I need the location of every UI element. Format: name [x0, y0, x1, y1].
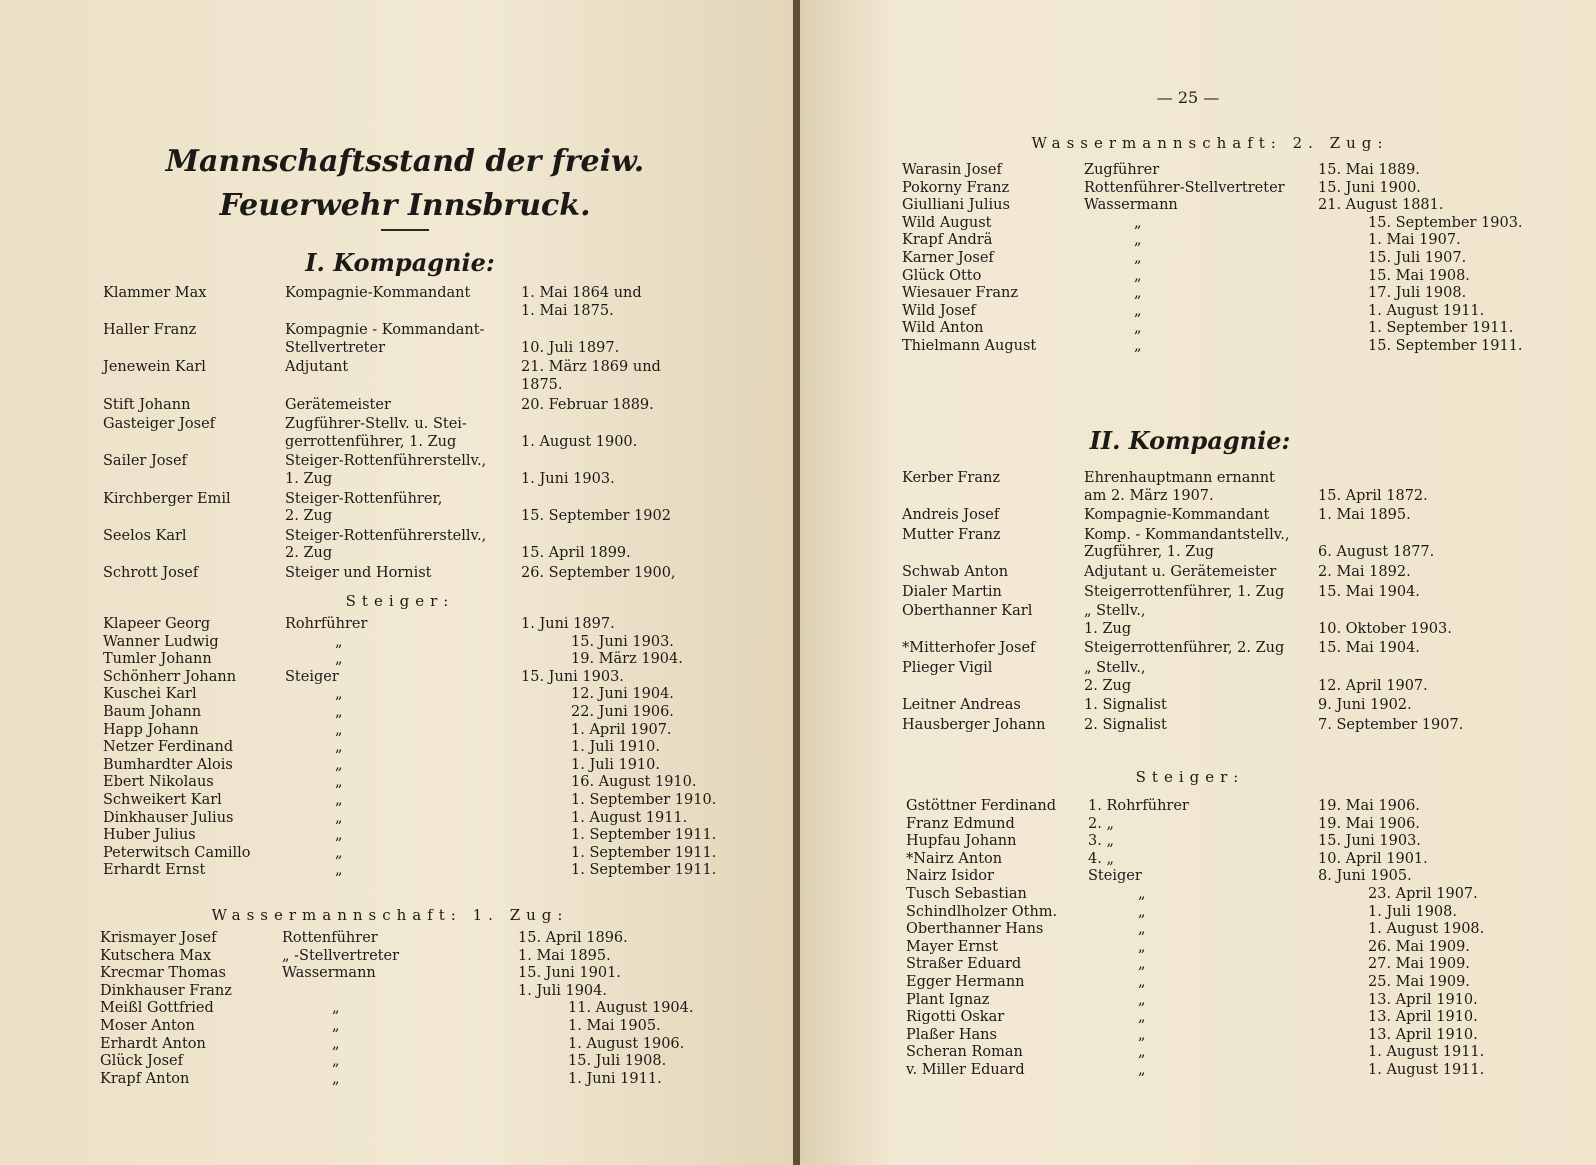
member-role: „	[1138, 938, 1146, 955]
roster-row	[103, 757, 741, 775]
member-name: Stift Johann	[103, 396, 191, 413]
roster-row	[902, 162, 1543, 180]
member-name: Gstöttner Ferdinand	[906, 798, 1056, 814]
roster-row	[906, 974, 1543, 992]
roster-row	[103, 862, 741, 880]
wasser-1-table	[100, 930, 738, 1088]
roster-row	[902, 717, 1493, 735]
member-date: 13. April 1910.	[1368, 1026, 1478, 1043]
member-date: 19. Mai 1906.	[1318, 815, 1420, 832]
roster-row	[100, 1071, 738, 1089]
member-name: Oberthanner Hans	[906, 921, 1044, 938]
roster-row	[103, 739, 741, 757]
member-role: „	[335, 809, 343, 826]
roster-row	[902, 197, 1543, 215]
member-role: „	[1138, 921, 1146, 938]
member-name: Sailer Josef	[103, 453, 187, 470]
member-name: Happ Johann	[103, 721, 199, 738]
member-role: „ Stellv., 1. Zug	[1084, 603, 1146, 637]
roster-row	[103, 616, 741, 634]
member-role: Ehrenhauptmann ernannt am 2. März 1907.	[1084, 470, 1275, 504]
member-name: *Mitterhofer Josef	[902, 640, 1036, 657]
member-date: 15. September 1902	[521, 508, 671, 525]
member-name: Schwab Anton	[902, 563, 1009, 580]
roster-row	[906, 904, 1543, 922]
member-date: 15. September 1911.	[1368, 337, 1523, 354]
member-role: Gerätemeister	[285, 396, 391, 413]
member-name: Klapeer Georg	[103, 616, 211, 632]
roster-row	[906, 851, 1543, 869]
roster-row	[100, 930, 738, 948]
member-date: 1. Juli 1910.	[571, 739, 660, 756]
member-date: 15. April 1896.	[518, 930, 628, 946]
member-role: „ -Stellvertreter	[282, 947, 400, 964]
member-date: 1. August 1911.	[571, 809, 688, 826]
member-role: „	[1138, 1044, 1146, 1061]
member-date: 1. August 1906.	[568, 1035, 685, 1052]
member-date: 1. Juni 1911.	[568, 1070, 662, 1087]
member-role: 1. Signalist	[1084, 697, 1167, 714]
roster-row	[902, 660, 1493, 695]
member-date: 11. August 1904.	[568, 1000, 694, 1017]
member-name: Wild Josef	[902, 302, 976, 319]
roster-row	[103, 359, 691, 394]
member-role: „ Stellv., 2. Zug	[1084, 659, 1146, 694]
member-name: Dinkhauser Franz	[100, 982, 232, 999]
member-name: Moser Anton	[100, 1017, 195, 1034]
book-gutter	[793, 0, 800, 1165]
member-name: Glück Josef	[100, 1053, 184, 1070]
roster-row	[902, 603, 1493, 638]
member-name: Haller Franz	[103, 322, 197, 339]
member-date: 19. März 1904.	[571, 651, 683, 668]
roster-row	[906, 868, 1543, 886]
member-name: v. Miller Eduard	[906, 1061, 1025, 1078]
roster-row	[902, 470, 1493, 505]
member-date: 1. August 1900.	[521, 433, 638, 450]
member-date: 27. Mai 1909.	[1368, 956, 1470, 973]
member-role: Wassermann	[282, 965, 376, 982]
member-name: Wanner Ludwig	[103, 633, 219, 650]
roster-row	[103, 722, 741, 740]
member-role: Rottenführer-Stellvertreter	[1084, 179, 1285, 196]
member-name: Karner Josef	[902, 249, 994, 266]
member-role: 2. „	[1088, 815, 1114, 832]
member-date: 23. April 1907.	[1368, 885, 1478, 902]
member-name: Gasteiger Josef	[103, 416, 216, 433]
company-1-steiger-heading: Steiger:	[345, 592, 455, 610]
roster-row	[100, 1053, 738, 1071]
wasser-1-heading: Wassermannschaft: 1. Zug:	[211, 906, 569, 924]
roster-row	[103, 322, 691, 357]
member-name: Ebert Nikolaus	[103, 774, 214, 791]
member-name: Tumler Johann	[103, 651, 212, 668]
member-role: „	[335, 686, 343, 703]
member-name: Krapf Andrä	[902, 232, 993, 249]
member-role: „	[335, 703, 343, 720]
member-name: Jenewein Karl	[103, 359, 206, 376]
member-date: 1. September 1910.	[571, 791, 717, 808]
roster-row	[902, 180, 1543, 198]
member-name: Kirchberger Emil	[103, 490, 231, 507]
member-role: 1. Rohrführer	[1088, 798, 1189, 814]
member-role: Steigerrottenführer, 1. Zug	[1084, 583, 1285, 600]
member-date: 1. Mai 1895.	[518, 947, 611, 964]
member-name: Erhardt Ernst	[103, 862, 206, 879]
member-name: Tusch Sebastian	[906, 885, 1027, 902]
member-role: „	[332, 1035, 340, 1052]
member-date: 26. Mai 1909.	[1368, 938, 1470, 955]
roster-row	[906, 1009, 1543, 1027]
roster-row	[103, 634, 741, 652]
company-1-officers-table	[103, 285, 691, 585]
member-role: Zugführer-Stellv. u. Stei- gerrottenführer, 1. Zug	[285, 416, 467, 450]
company-2-heading: II. Kompagnie:	[1089, 426, 1291, 455]
member-name: Schönherr Johann	[103, 668, 237, 685]
member-role: Zugführer	[1084, 162, 1160, 178]
wasser-2-table	[902, 162, 1543, 356]
roster-row	[103, 792, 741, 810]
member-date: 15. Mai 1904.	[1318, 640, 1420, 657]
member-name: Leitner Andreas	[902, 697, 1021, 714]
member-role: Steiger-Rottenführerstellv., 1. Zug	[285, 453, 487, 487]
company-1-heading: I. Kompagnie:	[305, 248, 495, 277]
member-date: 12. April 1907.	[1318, 677, 1428, 694]
member-name: Scheran Roman	[906, 1044, 1023, 1061]
member-date: 1. September 1911.	[571, 827, 717, 844]
member-name: Bumhardter Alois	[103, 756, 233, 773]
member-date: 1. Juni 1903.	[521, 470, 615, 487]
roster-row	[902, 640, 1493, 658]
member-role: „	[1134, 320, 1142, 337]
member-name: Franz Edmund	[906, 815, 1015, 832]
member-name: Huber Julius	[103, 827, 196, 844]
member-date: 16. August 1910.	[571, 774, 697, 791]
roster-row	[902, 268, 1543, 286]
member-date: 10. Juli 1897.	[521, 339, 620, 356]
member-name: Meißl Gottfried	[100, 1000, 214, 1017]
member-name: Erhardt Anton	[100, 1035, 206, 1052]
member-role: „	[335, 756, 343, 773]
member-date: 1. April 1907.	[571, 721, 672, 738]
member-date: 13. April 1910.	[1368, 991, 1478, 1008]
member-role: „	[335, 721, 343, 738]
member-name: *Nairz Anton	[906, 850, 1003, 867]
member-date: 1. August 1911.	[1368, 1061, 1485, 1078]
member-role: „	[335, 844, 343, 861]
roster-row	[902, 215, 1543, 233]
member-date: 15. Juni 1900.	[1318, 179, 1421, 196]
roster-row	[103, 285, 691, 320]
roster-row	[902, 285, 1543, 303]
member-name: Thielmann August	[902, 337, 1037, 354]
member-date: 15. Juli 1907.	[1368, 249, 1467, 266]
roster-row	[902, 564, 1493, 582]
roster-row	[100, 1036, 738, 1054]
member-date: 15. September 1903.	[1368, 214, 1523, 231]
member-role	[282, 983, 518, 1001]
member-name: Krismayer Josef	[100, 930, 217, 946]
roster-row	[100, 948, 738, 966]
member-name: Rigotti Oskar	[906, 1009, 1005, 1026]
member-date: 15. Juni 1903.	[1318, 833, 1421, 850]
member-role: „	[1134, 214, 1142, 231]
member-role: „	[332, 1000, 340, 1017]
member-date: 6. August 1877.	[1318, 544, 1435, 561]
member-name: Krapf Anton	[100, 1070, 190, 1087]
roster-row	[902, 320, 1543, 338]
roster-row	[902, 697, 1493, 715]
member-role: Rottenführer	[282, 930, 378, 946]
roster-row	[906, 956, 1543, 974]
member-date: 9. Juni 1902.	[1318, 697, 1412, 714]
roster-row	[103, 845, 741, 863]
member-role: „	[1138, 973, 1146, 990]
member-name: Warasin Josef	[902, 162, 1002, 178]
member-role: „	[335, 791, 343, 808]
member-date: 21. März 1869 und 1875.	[521, 359, 661, 393]
member-role: 4. „	[1088, 850, 1114, 867]
member-date: 17. Juli 1908.	[1368, 285, 1467, 302]
roster-row	[103, 397, 691, 415]
member-name: Oberthanner Karl	[902, 603, 1033, 620]
member-name: Nairz Isidor	[906, 868, 994, 885]
page-title: Mannschaftsstand der freiw. Feuerwehr Innsbruck.	[165, 144, 645, 223]
member-role: Kompagnie-Kommandant	[285, 285, 471, 301]
member-role: Steiger	[285, 668, 339, 685]
member-role: „	[1138, 1009, 1146, 1026]
title-divider	[381, 229, 429, 231]
roster-row	[103, 810, 741, 828]
page-number: — 25 —	[1156, 88, 1220, 107]
member-date: 1. Juli 1908.	[1368, 903, 1457, 920]
member-role: „	[1138, 903, 1146, 920]
member-role: 2. Signalist	[1084, 716, 1167, 733]
member-role: „	[1134, 232, 1142, 249]
roster-row	[902, 527, 1493, 562]
member-name: Kutschera Max	[100, 947, 212, 964]
roster-row	[902, 338, 1543, 356]
member-role: „	[335, 774, 343, 791]
member-name: Kuschei Karl	[103, 686, 197, 703]
roster-row	[103, 669, 741, 687]
member-role: „	[335, 633, 343, 650]
roster-row	[906, 1044, 1543, 1062]
member-role: „	[335, 651, 343, 668]
roster-row	[906, 1027, 1543, 1045]
member-date: 1. Juni 1897.	[521, 616, 615, 632]
member-name: Peterwitsch Camillo	[103, 844, 251, 861]
member-role: „	[332, 1017, 340, 1034]
roster-row	[902, 584, 1493, 602]
member-date: 21. August 1881.	[1318, 197, 1444, 214]
member-name: Mutter Franz	[902, 526, 1001, 543]
member-date: 7. September 1907.	[1318, 716, 1464, 733]
member-date: 10. Oktober 1903.	[1318, 620, 1452, 637]
roster-row	[906, 798, 1543, 816]
member-date: 1. August 1911.	[1368, 1044, 1485, 1061]
roster-row	[902, 250, 1543, 268]
roster-row	[103, 528, 691, 563]
member-name: Pokorny Franz	[902, 179, 1010, 196]
member-date: 1. Mai 1864 und 1. Mai 1875.	[521, 285, 642, 319]
member-role: Kompagnie - Kommandant- Stellvertreter	[285, 322, 485, 356]
roster-row	[103, 416, 691, 451]
member-role: „	[1138, 991, 1146, 1008]
member-date: 15. Juni 1903.	[571, 633, 674, 650]
member-name: Mayer Ernst	[906, 938, 998, 955]
member-role: Steigerrottenführer, 2. Zug	[1084, 640, 1285, 657]
right-page	[800, 0, 1596, 1165]
member-role: Kompagnie-Kommandant	[1084, 507, 1270, 524]
roster-row	[906, 816, 1543, 834]
member-role: „	[1138, 956, 1146, 973]
member-name: Plieger Vigil	[902, 659, 993, 676]
member-role: Adjutant	[285, 359, 349, 376]
roster-row	[902, 507, 1493, 525]
member-date: 1. Mai 1895.	[1318, 507, 1411, 524]
roster-row	[906, 833, 1543, 851]
member-date: 15. Mai 1904.	[1318, 583, 1420, 600]
member-role: „	[1138, 1026, 1146, 1043]
member-date: 1. August 1908.	[1368, 921, 1485, 938]
roster-row	[906, 886, 1543, 904]
member-date: 8. Juni 1905.	[1318, 868, 1412, 885]
member-role: Komp. - Kommandantstellv., Zugführer, 1. Zug	[1084, 526, 1290, 561]
member-role: „	[1134, 249, 1142, 266]
member-date: 20. Februar 1889.	[521, 396, 654, 413]
roster-row	[103, 704, 741, 722]
member-name: Straßer Eduard	[906, 956, 1022, 973]
member-role: „	[335, 862, 343, 879]
member-role: „	[332, 1053, 340, 1070]
roster-row	[103, 686, 741, 704]
member-role: Steiger-Rottenführerstellv., 2. Zug	[285, 527, 487, 562]
roster-row	[103, 565, 691, 583]
member-date: 15. Mai 1889.	[1318, 162, 1420, 178]
member-name: Schrott Josef	[103, 564, 199, 581]
member-role: „	[335, 827, 343, 844]
wasser-2-heading: Wassermannschaft: 2. Zug:	[1031, 134, 1389, 152]
member-date: 25. Mai 1909.	[1368, 973, 1470, 990]
member-role: Steiger	[1088, 868, 1142, 885]
roster-row	[902, 232, 1543, 250]
roster-row	[906, 992, 1543, 1010]
member-name: Baum Johann	[103, 703, 202, 720]
roster-row	[100, 983, 738, 1001]
member-role: Steiger und Hornist	[285, 564, 432, 581]
member-role: Wassermann	[1084, 197, 1178, 214]
roster-row	[103, 491, 691, 526]
roster-row	[103, 453, 691, 488]
member-date: 1. Juli 1904.	[518, 982, 607, 999]
member-name: Dialer Martin	[902, 583, 1002, 600]
member-name: Andreis Josef	[902, 507, 1000, 524]
member-role: Rohrführer	[285, 616, 368, 632]
member-name: Netzer Ferdinand	[103, 739, 234, 756]
member-role: „	[335, 739, 343, 756]
member-name: Seelos Karl	[103, 527, 187, 544]
roster-row	[902, 303, 1543, 321]
member-date: 15. Juli 1908.	[568, 1053, 667, 1070]
member-role: „	[1134, 267, 1142, 284]
member-name: Plant Ignaz	[906, 991, 990, 1008]
company-2-steiger-table	[906, 798, 1543, 1080]
member-role: „	[1134, 302, 1142, 319]
roster-row	[103, 774, 741, 792]
member-date: 1. September 1911.	[571, 862, 717, 879]
roster-row	[100, 1000, 738, 1018]
member-role: „	[1134, 337, 1142, 354]
member-date: 15. Juni 1901.	[518, 965, 621, 982]
member-name: Plaßer Hans	[906, 1026, 997, 1043]
member-name: Hupfau Johann	[906, 833, 1017, 850]
member-role: „	[1138, 885, 1146, 902]
member-name: Wiesauer Franz	[902, 285, 1019, 302]
member-role: „	[1134, 285, 1142, 302]
member-date: 15. April 1872.	[1318, 487, 1428, 504]
member-date: 1. September 1911.	[571, 844, 717, 861]
roster-row	[103, 651, 741, 669]
member-name: Wild August	[902, 214, 992, 231]
member-role: 3. „	[1088, 833, 1114, 850]
member-name: Wild Anton	[902, 320, 984, 337]
member-date: 15. Juni 1903.	[521, 668, 624, 685]
member-name: Dinkhauser Julius	[103, 809, 234, 826]
member-date: 1. Mai 1905.	[568, 1017, 661, 1034]
company-2-steiger-heading: Steiger:	[1135, 768, 1245, 786]
member-date: 1. Juli 1910.	[571, 756, 660, 773]
member-date: 19. Mai 1906.	[1318, 798, 1420, 814]
member-date: 12. Juni 1904.	[571, 686, 674, 703]
member-date: 15. April 1899.	[521, 545, 631, 562]
member-date: 2. Mai 1892.	[1318, 563, 1411, 580]
roster-row	[100, 965, 738, 983]
member-name: Glück Otto	[902, 267, 982, 284]
member-name: Schindlholzer Othm.	[906, 903, 1058, 920]
roster-row	[906, 939, 1543, 957]
member-name: Kerber Franz	[902, 470, 1000, 486]
member-date: 26. September 1900,	[521, 564, 676, 581]
member-name: Hausberger Johann	[902, 716, 1046, 733]
member-role: „	[332, 1070, 340, 1087]
left-page	[0, 0, 793, 1165]
member-name: Giulliani Julius	[902, 197, 1010, 214]
company-2-officers-table	[902, 470, 1493, 736]
member-date: 1. September 1911.	[1368, 320, 1514, 337]
member-name: Egger Hermann	[906, 973, 1025, 990]
member-name: Schweikert Karl	[103, 791, 222, 808]
roster-row	[906, 1062, 1543, 1080]
member-role: Adjutant u. Gerätemeister	[1084, 563, 1277, 580]
member-role: „	[1138, 1061, 1146, 1078]
roster-row	[103, 827, 741, 845]
roster-row	[100, 1018, 738, 1036]
member-name: Klammer Max	[103, 285, 207, 301]
member-name: Krecmar Thomas	[100, 965, 226, 982]
member-date: 10. April 1901.	[1318, 850, 1428, 867]
roster-row	[906, 921, 1543, 939]
member-date: 15. Mai 1908.	[1368, 267, 1470, 284]
company-1-steiger-table	[103, 616, 741, 880]
member-date: 13. April 1910.	[1368, 1009, 1478, 1026]
member-date: 22. Juni 1906.	[571, 703, 674, 720]
member-date: 1. Mai 1907.	[1368, 232, 1461, 249]
member-date: 1. August 1911.	[1368, 302, 1485, 319]
member-role: Steiger-Rottenführer, 2. Zug	[285, 490, 443, 525]
